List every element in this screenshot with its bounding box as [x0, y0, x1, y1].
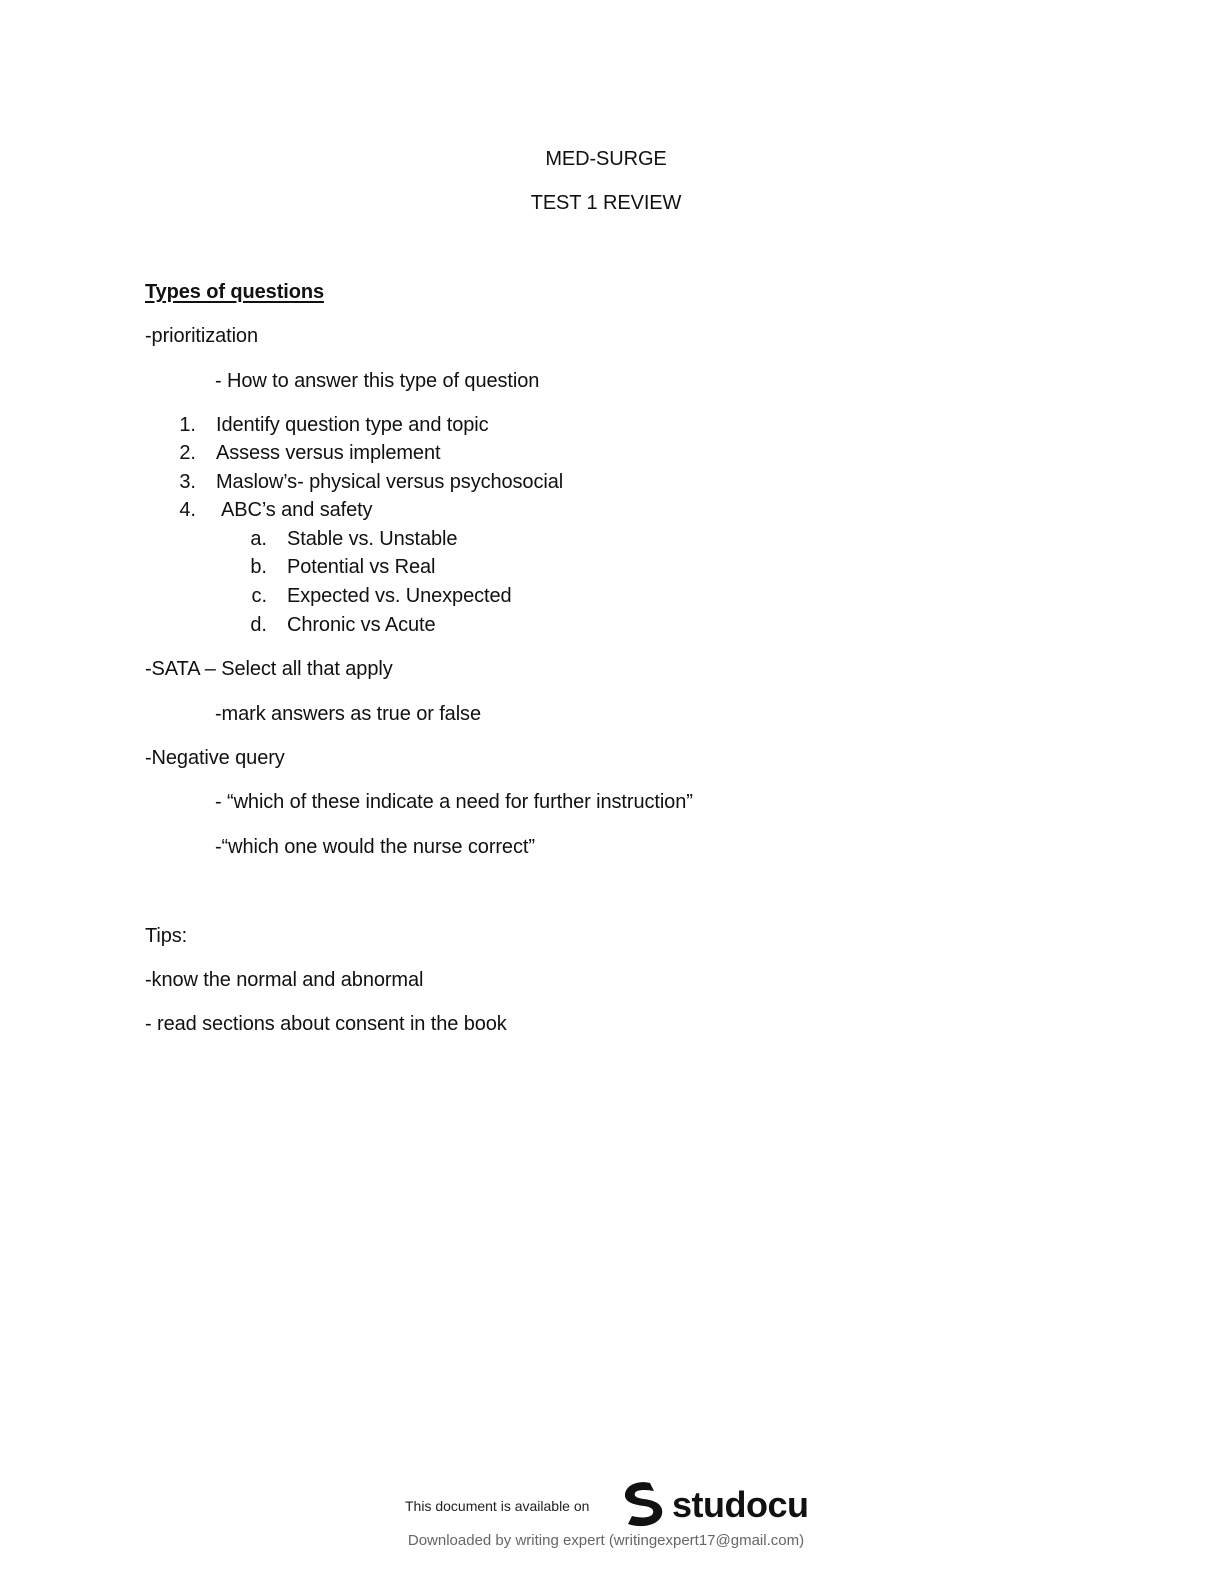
studocu-wordmark: studocu	[672, 1484, 809, 1525]
availability-text: This document is available on	[405, 1498, 590, 1514]
negative-query-label: -Negative query	[145, 747, 285, 769]
document-title: MED-SURGE	[545, 148, 667, 170]
sub-list-item-text: Potential vs Real	[287, 556, 436, 578]
sub-list-item-text: Chronic vs Acute	[287, 614, 436, 636]
list-number: 3.	[179, 471, 196, 493]
prioritization-note: - How to answer this type of question	[215, 370, 540, 392]
sub-list-letter: c.	[251, 585, 267, 607]
negative-query-example: - “which of these indicate a need for further instruction”	[215, 791, 693, 813]
list-item-text: Assess versus implement	[216, 442, 441, 464]
studocu-logo[interactable]	[620, 1481, 809, 1529]
sub-list-item-text: Expected vs. Unexpected	[287, 585, 512, 607]
download-credit: Downloaded by writing expert (writingexpert17@gmail.com)	[407, 1532, 805, 1549]
tips-heading: Tips:	[145, 925, 188, 947]
list-number: 1.	[179, 414, 196, 436]
sub-list-letter: d.	[250, 614, 267, 636]
list-number: 4.	[179, 499, 196, 521]
document-subtitle: TEST 1 REVIEW	[530, 192, 682, 214]
list-number: 2.	[179, 442, 196, 464]
studocu-logo-icon	[620, 1479, 666, 1532]
sata-label: -SATA – Select all that apply	[145, 658, 393, 680]
tip-item: - read sections about consent in the book	[145, 1013, 507, 1035]
prioritization-label: -prioritization	[145, 325, 258, 347]
list-item-text: ABC’s and safety	[221, 499, 373, 521]
tip-item: -know the normal and abnormal	[145, 969, 424, 991]
list-item-text: Maslow’s- physical versus psychosocial	[216, 471, 564, 493]
negative-query-example: -“which one would the nurse correct”	[215, 836, 535, 858]
section-heading: Types of questions	[145, 281, 324, 303]
list-item-text: Identify question type and topic	[216, 414, 489, 436]
sub-list-letter: a.	[250, 528, 267, 550]
sub-list-letter: b.	[250, 556, 267, 578]
sub-list-item-text: Stable vs. Unstable	[287, 528, 458, 550]
sata-note: -mark answers as true or false	[215, 703, 481, 725]
